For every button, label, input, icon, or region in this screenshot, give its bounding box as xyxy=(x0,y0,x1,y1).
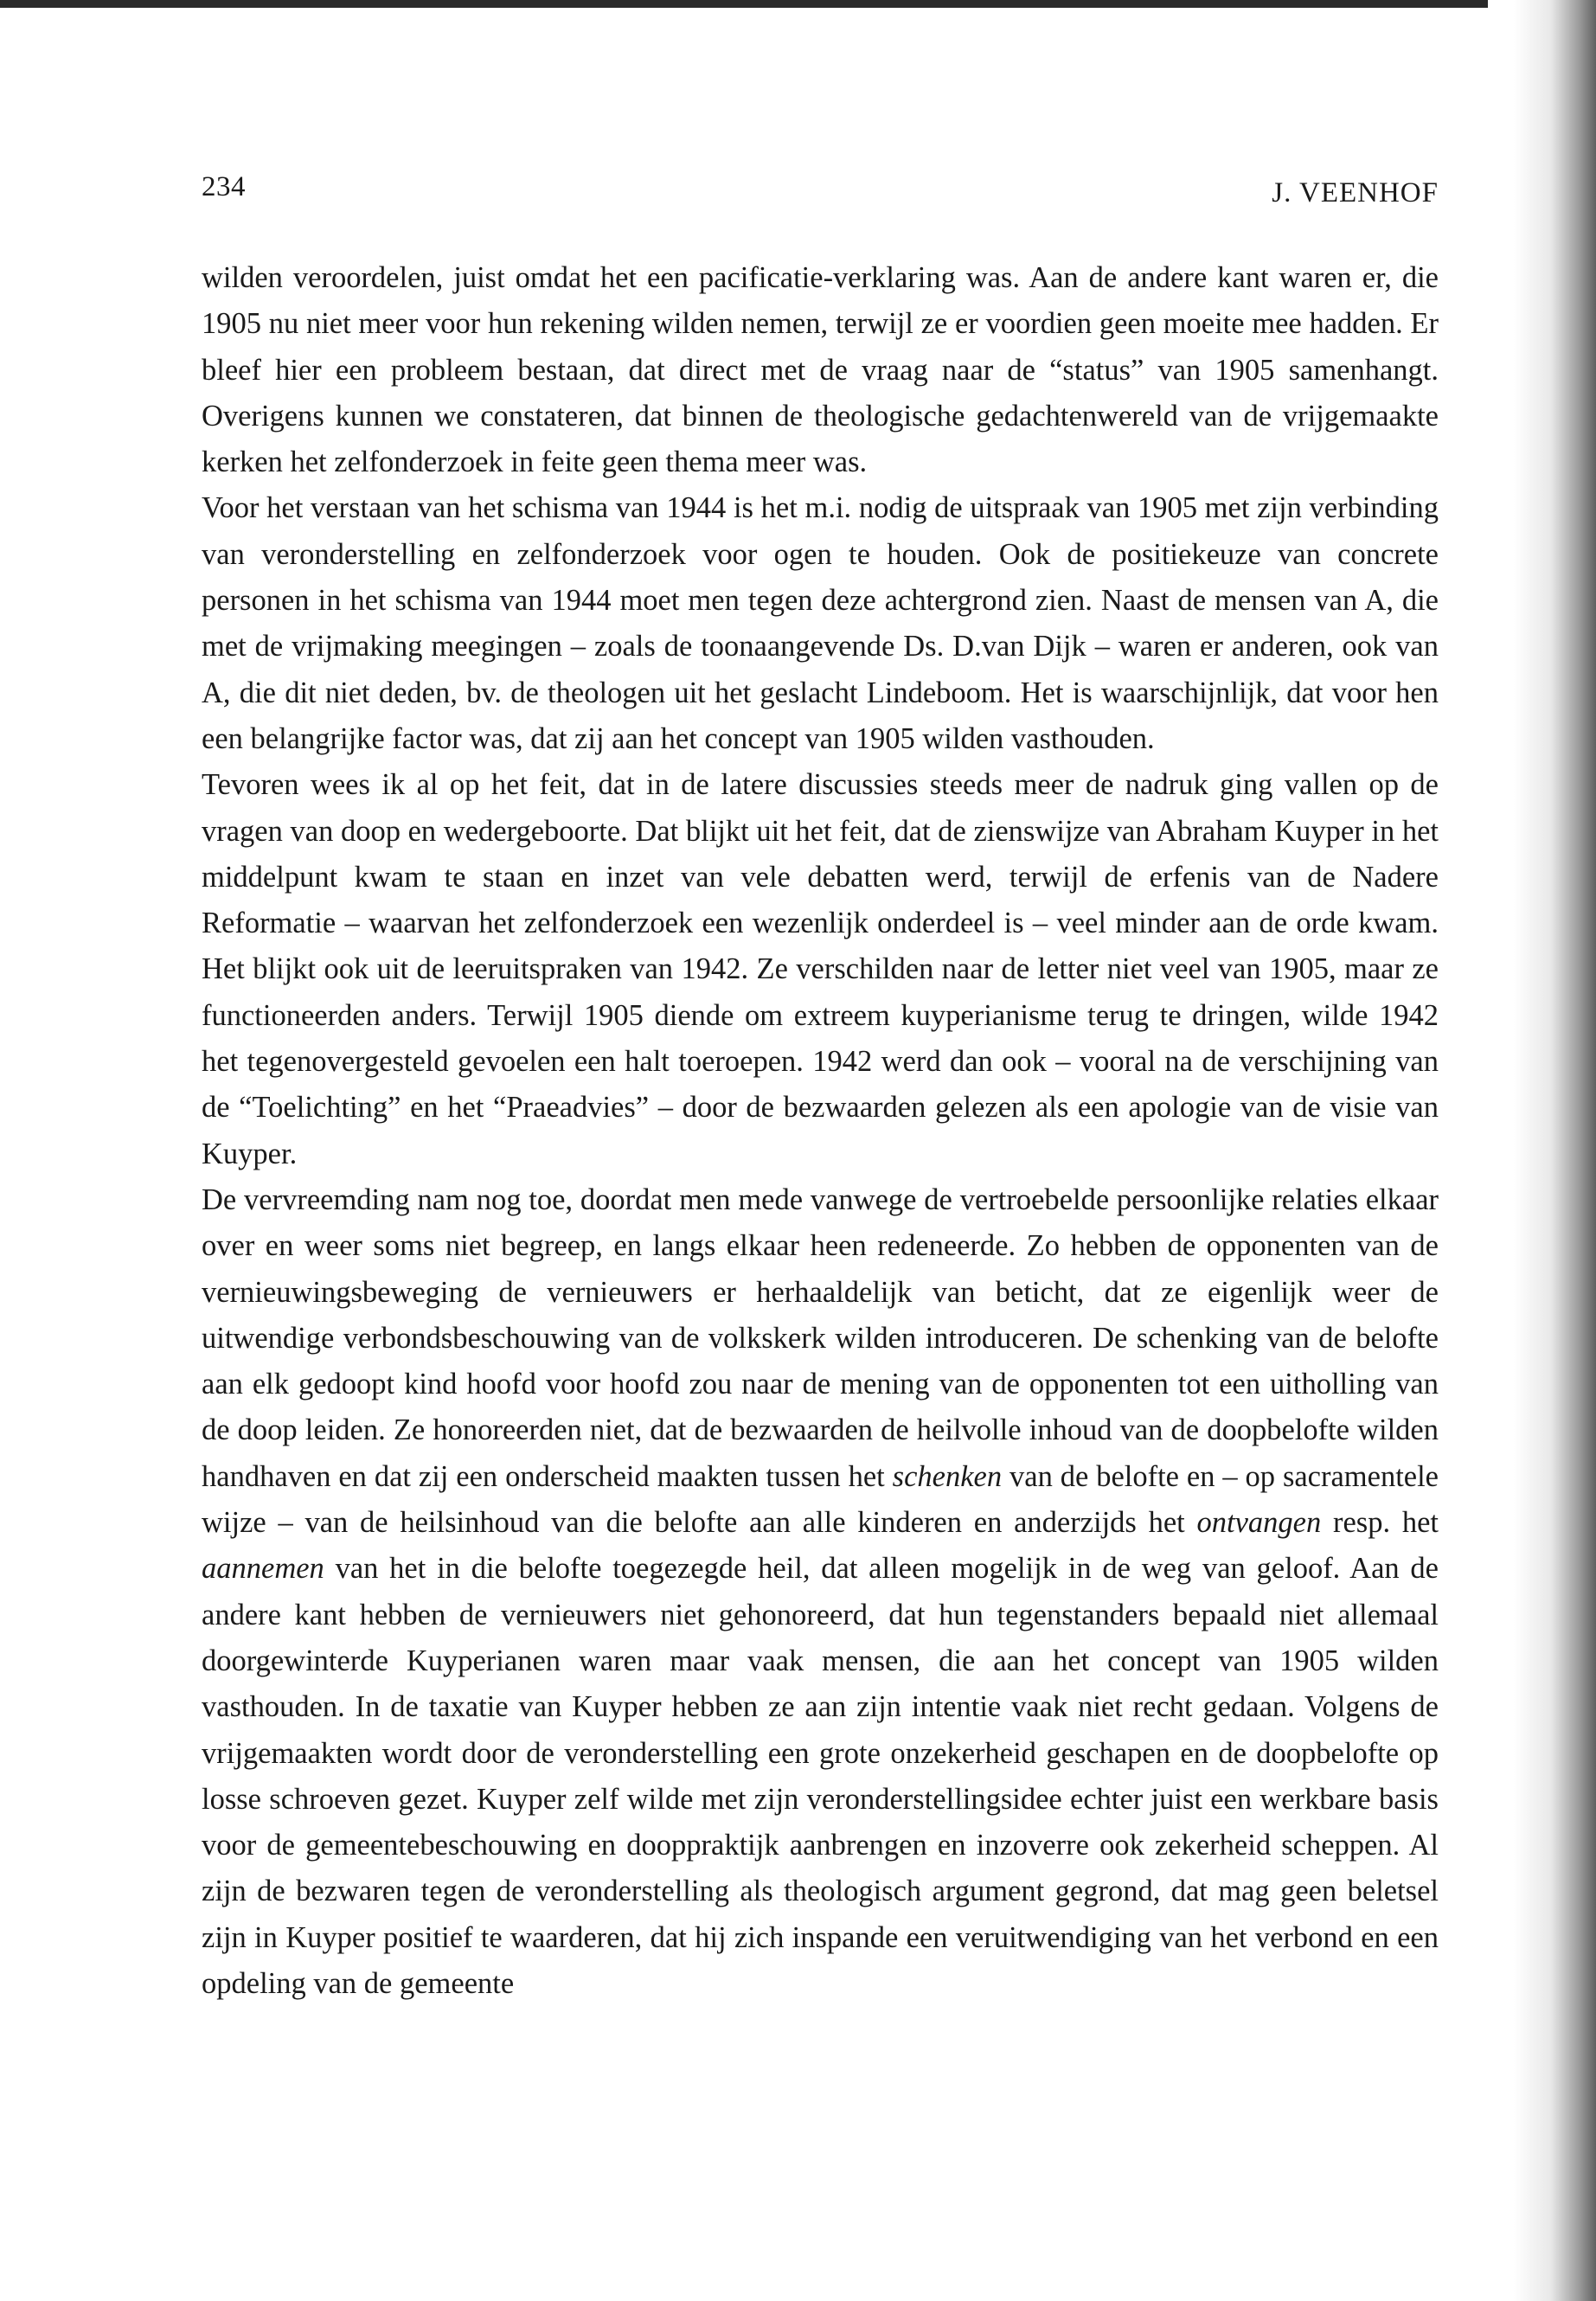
text-segment: Tevoren wees ik al op het feit, dat in de latere discussies steeds meer de nadruk ging vallen op de vragen van doop en wedergeboorte. Dat blijkt uit het feit, dat de zienswijze van Abraham Kuyper in het middelpunt kwam te staan en inzet van vele debatten werd, terwijl de erfenis van de Nadere Reformatie – waarvan het zelfonderzoek een wezenlijk onderdeel is – veel minder aan de orde kwam. Het blijkt ook uit de leeruitspraken van 1942. Ze verschilden naar de letter niet veel van 1905, maar ze functioneerden anders. Terwijl 1905 diende om extreem kuyperianisme terug te dringen, wilde 1942 het tegenovergesteld gevoelen een halt toeroepen. 1942 werd dan ook – vooral na de verschijning van de “Toelichting” en het “Praeadvies” – door de bezwaarden gelezen als een apologie van de visie van Kuyper. xyxy=(202,768,1439,1170)
text-segment: van het in die belofte toegezegde heil, dat alleen mogelijk in de weg van geloof. Aan de andere kant hebben de vernieuwers niet gehonoreerd, dat hun tegenstanders bepaald niet allemaal doorgewinterde Kuyperianen waren maar vaak mensen, die aan het concept van 1905 wilden vasthouden. In de taxatie van Kuyper hebben ze aan zijn intentie vaak niet recht gedaan. Volgens de vrijgemaakten wordt door de veronderstelling een grote onzekerheid geschapen en de doopbelofte op losse schroeven gezet. Kuyper zelf wilde met zijn veronderstellingsidee echter juist een werkbare basis voor de gemeentebeschouwing en dooppraktijk aanbrengen en inzoverre ook zekerheid scheppen. Al zijn de bezwaren tegen de veronderstelling als theologisch argument gegrond, dat mag geen beletsel zijn in Kuyper positief te waarderen, dat hij zich inspande een veruitwendiging van het verbond en een opdeling van de gemeente xyxy=(202,1552,1439,2000)
body-text xyxy=(202,255,1439,2007)
italic-term-ontvangen: ontvangen xyxy=(1196,1506,1322,1540)
text-segment: Voor het verstaan van het schisma van 1944 is het m.i. nodig de uitspraak van 1905 met zijn verbinding van veronderstelling en zelfonderzoek voor ogen te houden. Ook de positiekeuze van concrete personen in het schisma van 1944 moet men tegen deze achtergrond zien. Naast de mensen van A, die met de vrijmaking meegingen – zoals de toonaangevende Ds. D.van Dijk – waren er anderen, ook van A, die dit niet deden, bv. de theologen uit het geslacht Lindeboom. Het is waarschijnlijk, dat voor hen een belangrijke factor was, dat zij aan het concept van 1905 wilden vasthouden. xyxy=(202,491,1439,755)
book-gutter-shadow xyxy=(1514,0,1596,2301)
book-page xyxy=(202,164,1439,2007)
paragraph-4 xyxy=(202,1177,1439,2007)
running-header xyxy=(202,164,1439,216)
scan-top-edge xyxy=(0,0,1488,8)
text-segment: resp. het xyxy=(1321,1506,1439,1540)
paragraph-1 xyxy=(202,255,1439,485)
text-segment: van de belofte en – op sacramentele wijze – van de heilsinhoud van die belofte aan alle kinderen en anderzijds het xyxy=(202,1459,1439,1540)
italic-term-aannemen: aannemen xyxy=(202,1552,324,1586)
text-segment: wilden veroordelen, juist omdat het een pacificatie-verklaring was. Aan de andere kant waren er, die 1905 nu niet meer voor hun rekening wilden nemen, terwijl ze er voordien geen moeite mee hadden. Er bleef hier een probleem bestaan, dat direct met de vraag naar de “status” van 1905 samenhangt. Overigens kunnen we constateren, dat binnen de theologische gedachtenwereld van de vrijgemaakte kerken het zelfonderzoek in feite geen thema meer was. xyxy=(202,261,1439,479)
paragraph-2 xyxy=(202,485,1439,762)
paragraph-3 xyxy=(202,762,1439,1177)
italic-term-schenken: schenken xyxy=(892,1459,1003,1493)
running-title: J. VEENHOF xyxy=(1272,177,1439,208)
page-number: 234 xyxy=(202,171,246,202)
text-segment: De vervreemding nam nog toe, doordat men mede vanwege de vertroebelde persoonlijke relaties elkaar over en weer soms niet begreep, en langs elkaar heen redeneerde. Zo hebben de opponenten van de vernieuwingsbeweging de vernieuwers er herhaaldelijk van beticht, dat ze eigenlijk weer de uitwendige verbondsbeschouwing van de volkskerk wilden introduceren. De schenking van de belofte aan elk gedoopt kind hoofd voor hoofd zou naar de mening van de opponenten tot een uitholling van de doop leiden. Ze honoreerden niet, dat de bezwaarden de heilvolle inhoud van de doopbelofte wilden handhaven en dat zij een onderscheid maakten tussen het xyxy=(202,1183,1439,1493)
